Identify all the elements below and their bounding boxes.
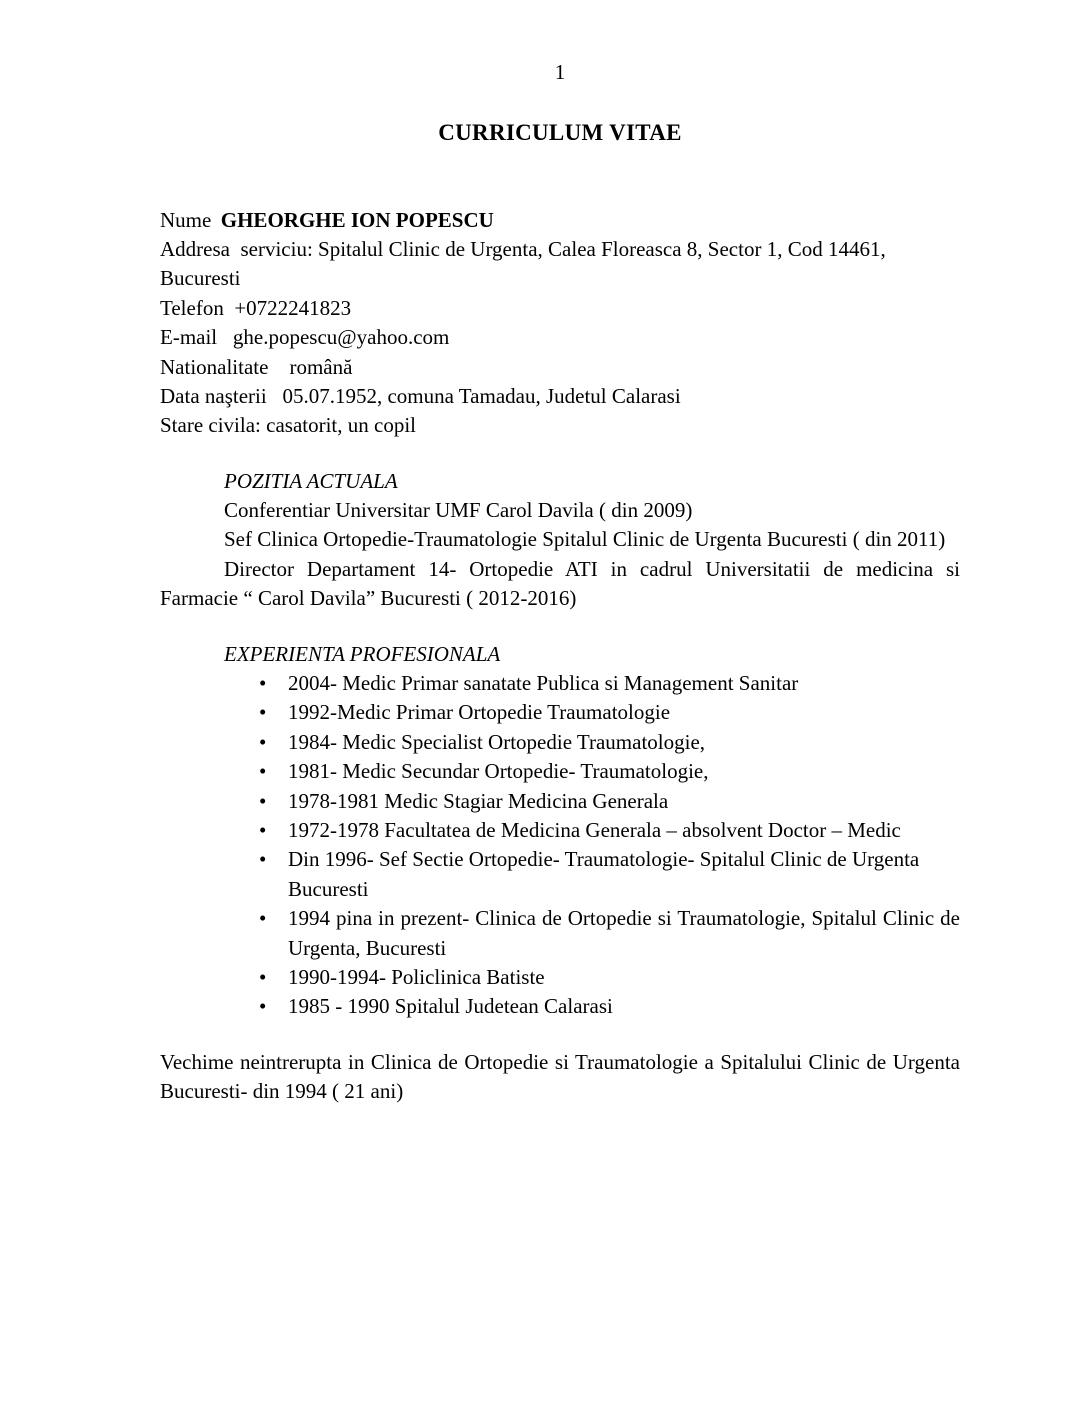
info-line-address: Addresa serviciu: Spitalul Clinic de Urgenta, Calea Floreasca 8, Sector 1, Cod 14461, Bucuresti [160, 236, 891, 291]
experience-item: • 1981- Medic Secundar Ortopedie- Traumatologie, [288, 757, 960, 786]
personal-info-section [160, 206, 960, 441]
info-line-nationality: Nationalitate română [160, 354, 353, 379]
experience-item: • 1972-1978 Facultatea de Medicina Generala – absolvent Doctor – Medic [288, 816, 960, 845]
info-line-email: E-mail ghe.popescu@yahoo.com [160, 325, 450, 350]
pozitia-paragraph: Director Departament 14- Ortopedie ATI in cadrul Universitatii de medicina si Farmacie “ Carol Davila” Bucuresti ( 2012-2016) [160, 556, 960, 611]
vechime-paragraph: Vechime neintrerupta in Clinica de Ortopedie si Traumatologie a Spitalului Clinic de Urgenta Bucuresti- din 1994 ( 21 ani) [160, 1049, 960, 1104]
document-title: CURRICULUM VITAE [438, 120, 682, 146]
experience-item: • 2004- Medic Primar sanatate Publica si Management Sanitar [288, 669, 960, 698]
name-line [160, 206, 960, 235]
name-value: GHEORGHE ION POPESCU [220, 207, 494, 232]
info-line-phone: Telefon +0722241823 [160, 295, 352, 320]
professional-experience-section [160, 640, 960, 1022]
current-position-section [160, 467, 960, 614]
section-heading-pozitia: POZITIA ACTUALA [224, 468, 398, 493]
page-number: 1 [554, 60, 566, 84]
experience-item: • 1984- Medic Specialist Ortopedie Traumatologie, [288, 728, 960, 757]
experience-item: • 1985 - 1990 Spitalul Judetean Calarasi [288, 992, 960, 1021]
experience-item: • 1990-1994- Policlinica Batiste [288, 963, 960, 992]
experience-item: • 1992-Medic Primar Ortopedie Traumatologie [288, 698, 960, 727]
experience-list [160, 669, 960, 1022]
experience-item: • 1994 pina in prezent- Clinica de Ortopedie si Traumatologie, Spitalul Clinic de Urgenta, Bucuresti [288, 904, 960, 963]
name-label: Nume [160, 207, 212, 232]
pozitia-paragraph: Conferentiar Universitar UMF Carol Davila ( din 2009) [224, 498, 693, 523]
section-heading-experienta: EXPERIENTA PROFESIONALA [224, 641, 501, 666]
experience-item: • 1978-1981 Medic Stagiar Medicina Generala [288, 787, 960, 816]
pozitia-paragraph: Sef Clinica Ortopedie-Traumatologie Spitalul Clinic de Urgenta Bucuresti ( din 2011) [224, 527, 946, 552]
info-line-birthdate: Data naşterii 05.07.1952, comuna Tamadau, Judetul Calarasi [160, 383, 681, 408]
info-line-marital-status: Stare civila: casatorit, un copil [160, 413, 416, 438]
experience-item: • Din 1996- Sef Sectie Ortopedie- Traumatologie- Spitalul Clinic de Urgenta Bucuresti [288, 845, 960, 904]
